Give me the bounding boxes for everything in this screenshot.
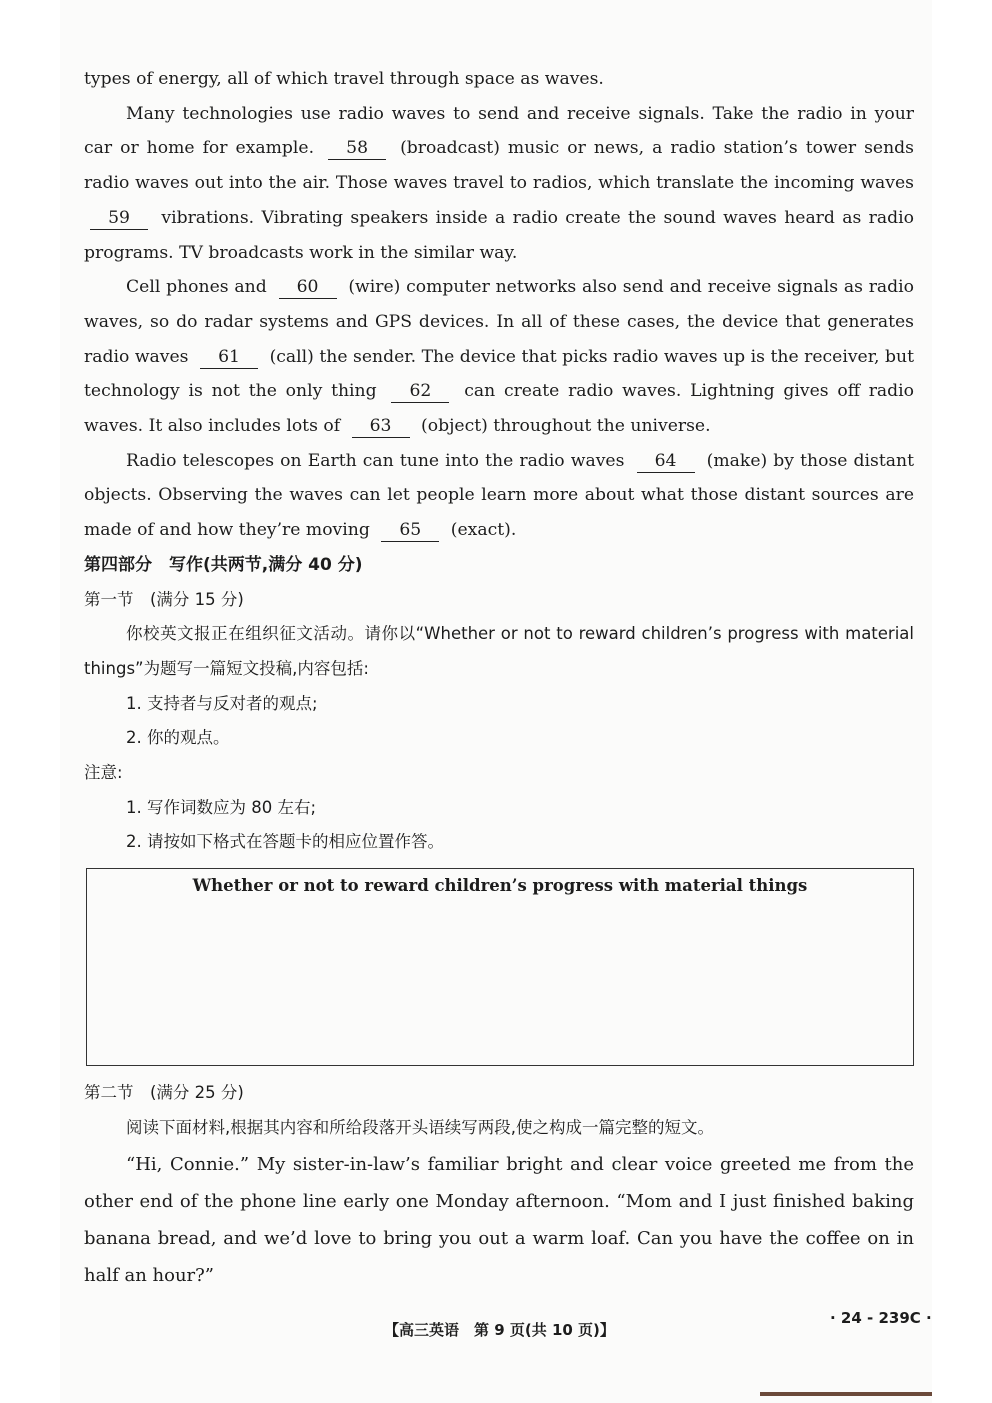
exam-content bbox=[84, 62, 914, 1294]
section1-heading: 第一节 (满分 15 分) bbox=[84, 589, 244, 609]
point-1: 1. 支持者与反对者的观点; bbox=[126, 693, 318, 713]
page-number-label: 【高三英语 第 9 页(共 10 页)】 bbox=[384, 1321, 615, 1339]
blank-64[interactable]: 64 bbox=[637, 450, 695, 473]
blank-61[interactable]: 61 bbox=[200, 346, 258, 369]
passage-text: (broadcast) music or news, a radio station’s tower sends radio waves out into the air. Those waves travel to radios, which translate the incoming waves bbox=[84, 138, 914, 194]
passage-paragraph-2 bbox=[84, 270, 914, 444]
point-2: 2. 你的观点。 bbox=[126, 728, 230, 748]
passage-paragraph-3 bbox=[84, 444, 914, 548]
answer-box[interactable] bbox=[86, 868, 914, 1066]
passage-text: (call) the sender. The device that picks radio waves up is the receiver, but technology is not the only thing bbox=[84, 346, 915, 402]
passage-text: Many technologies use radio waves to send and receive signals. Take the radio in your car or home for example. bbox=[84, 103, 914, 159]
exam-code: · 24 - 239C · bbox=[830, 1309, 932, 1327]
passage-text: vibrations. Vibrating speakers inside a radio create the sound waves heard as radio programs. TV broadcasts work in the similar way. bbox=[84, 207, 914, 263]
passage-text: can create radio waves. Lightning gives off radio waves. It also includes lots of bbox=[84, 381, 915, 437]
blank-59[interactable]: 59 bbox=[90, 207, 148, 230]
notes-label: 注意: bbox=[84, 763, 123, 783]
section2-prompt: 阅读下面材料,根据其内容和所给段落开头语续写两段,使之构成一篇完整的短文。 bbox=[126, 1117, 714, 1137]
note-1: 1. 写作词数应为 80 左右; bbox=[126, 797, 317, 817]
blank-58[interactable]: 58 bbox=[328, 137, 386, 160]
passage-text: (object) throughout the universe. bbox=[421, 416, 711, 437]
blank-62[interactable]: 62 bbox=[391, 380, 449, 403]
bottom-edge-bar bbox=[760, 1392, 932, 1396]
passage-paragraph-1 bbox=[84, 97, 914, 271]
story-paragraph: “Hi, Connie.” My sister-in-law’s familiar bright and clear voice greeted me from the other end of the phone line early one Monday afternoon. “Mom and I just finished baking banana bread, and we’d love to bring you out a warm loaf. Can you have the coffee on in half an hour?” bbox=[84, 1153, 914, 1286]
passage-text: (exact). bbox=[450, 520, 517, 541]
passage-text: (make) by those distant objects. Observing the waves can let people learn more about what those distant sources are made of and how they’re moving bbox=[84, 450, 914, 541]
answer-box-title: Whether or not to reward children’s progress with material things bbox=[192, 876, 808, 896]
passage-text: Radio telescopes on Earth can tune into the radio waves bbox=[126, 450, 625, 471]
part4-heading: 第四部分 写作(共两节,满分 40 分) bbox=[84, 554, 363, 575]
section1-prompt: 你校英文报正在组织征文活动。请你以“Whether or not to reward children’s progress with material things”为题写一篇短文投稿,内容包括: bbox=[84, 624, 914, 678]
section2-heading: 第二节 (满分 25 分) bbox=[84, 1083, 244, 1103]
note-2: 2. 请按如下格式在答题卡的相应位置作答。 bbox=[126, 832, 444, 852]
passage-text: (wire) computer networks also send and receive signals as radio waves, so do radar systems and GPS devices. In all of these cases, the device that generates radio waves bbox=[84, 277, 915, 367]
passage-text: Cell phones and bbox=[126, 277, 267, 298]
blank-60[interactable]: 60 bbox=[279, 276, 337, 299]
passage-line0: types of energy, all of which travel through space as waves. bbox=[84, 69, 604, 89]
blank-65[interactable]: 65 bbox=[381, 519, 439, 542]
blank-63[interactable]: 63 bbox=[352, 415, 410, 438]
